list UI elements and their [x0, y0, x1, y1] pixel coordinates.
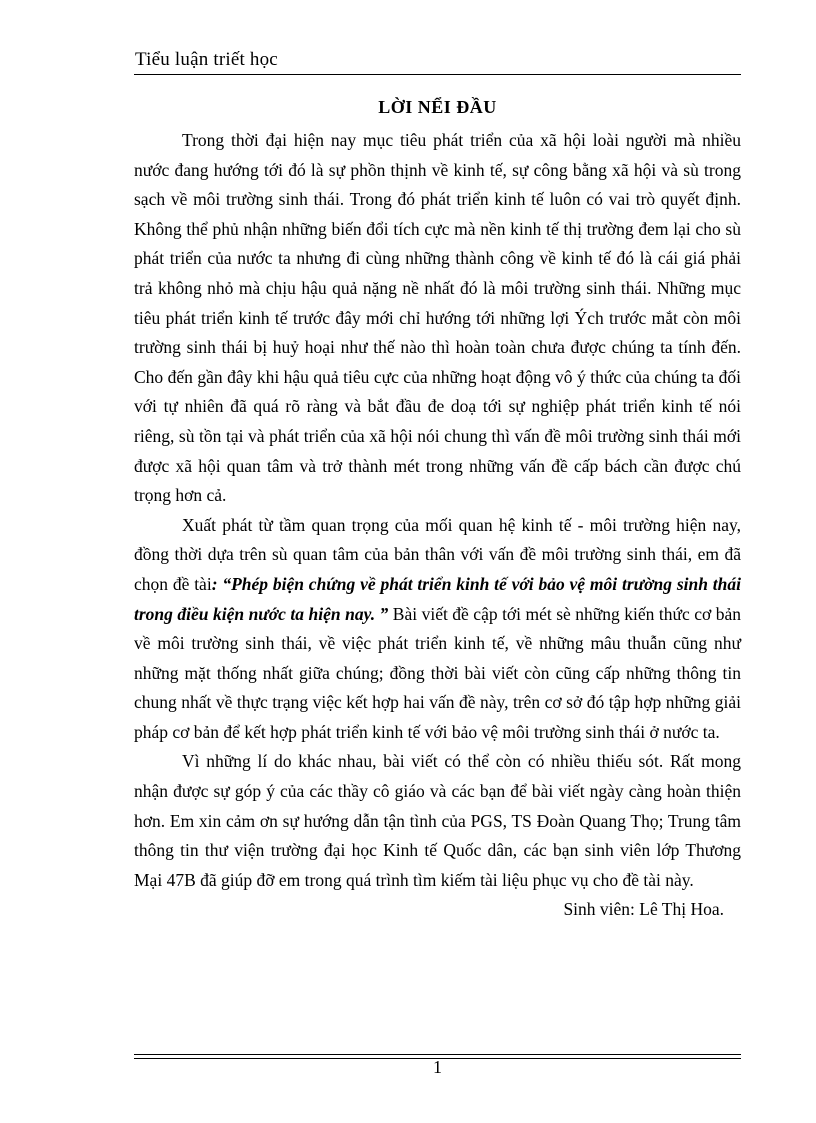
paragraph-topic-lead: Xuất phát từ tầm quan trọng của mối quan hệ kinh tế - môi trường hiện nay, đồng thời dựa trên sù quan tâm của bản thân với vấn đề môi trường sinh thái, em đã chọn đề tài — [134, 514, 741, 594]
paragraph-acknowledgement: Vì những lí do khác nhau, bài viết có thể còn có nhiều thiếu sót. Rất mong nhận được sự góp ý của các thầy cô giáo và các bạn để bài viết ngày càng hoàn thiện hơn. Em xin cảm ơn sự hướng dẫn tận tình của PGS, TS Đoàn Quang Thọ; Trung tâm thông tin thư viện trường đại học Kinh tế Quốc dân, các bạn sinh viên lớp Thương Mại 47B đã giúp đỡ em trong quá trình tìm kiếm tài liệu phục vụ cho đề tài này. — [134, 751, 741, 890]
paragraph-introduction: Trong thời đại hiện nay mục tiêu phát triển của xã hội loài người mà nhiều nước đang hướng tới đó là sự phồn thịnh về kinh tế, sự công bằng xã hội và sù trong sạch về môi trường sinh thái. Trong đó phát triển kinh tế luôn có vai trò quyết định. Không thể phủ nhận những biến đổi tích cực mà nền kinh tế thị trường đem lại cho sù phát triển của nước ta nhưng đi cùng những thành công về kinh tế đó là cái giá phải trả không nhỏ mà chịu hậu quả nặng nề nhất đó là môi trường sinh thái. Những mục tiêu phát triển kinh tế trước đây mới chỉ hướng tới những lợi Ých trước mắt còn môi trường sinh thái bị huỷ hoại như thế nào thì hoàn toàn chưa được chúng ta tính đến. Cho đến gần đây khi hậu quả tiêu cực của những hoạt động vô ý thức của chúng ta đối với tự nhiên đã quá rõ ràng và bắt đầu đe doạ tới sự nghiệp phát triển kinh tế nói riêng, sù tồn tại và phát triển của xã hội nói chung thì vấn đề môi trường sinh thái mới được xã hội quan tâm và trở thành mét trong những vấn đề cấp bách cần được chú trọng hơn cả. — [134, 130, 741, 506]
topic-title: : “Phép biện chứng về phát triển kinh tế với bảo vệ môi trường sinh thái trong điều kiện nước ta hiện nay. ” — [134, 573, 741, 624]
author-signature: Sinh viên: Lê Thị Hoa. — [563, 899, 724, 920]
footer-rule-top — [134, 1054, 741, 1055]
running-header-title: Tiểu luận triết học — [135, 49, 278, 70]
document-body — [134, 126, 741, 925]
paragraph-topic — [134, 511, 741, 748]
header-rule — [134, 74, 741, 75]
document-heading: LỜI NỂI ĐẦU — [378, 97, 497, 117]
page-number: 1 — [433, 1057, 442, 1077]
paragraph-topic-rest: Bài viết đề cập tới mét sè những kiến thức cơ bản về môi trường sinh thái, về việc phát triển kinh tế, về những mâu thuẫn cũng như những mặt thống nhất giữa chúng; đồng thời bài viết còn cũng cấp những thông tin chung nhất về thực trạng việc kết hợp hai vấn đề này, trên cơ sở đó tập hợp những giải pháp cơ bản để kết hợp phát triển kinh tế với bảo vệ môi trường sinh thái ở nước ta. — [134, 603, 741, 742]
